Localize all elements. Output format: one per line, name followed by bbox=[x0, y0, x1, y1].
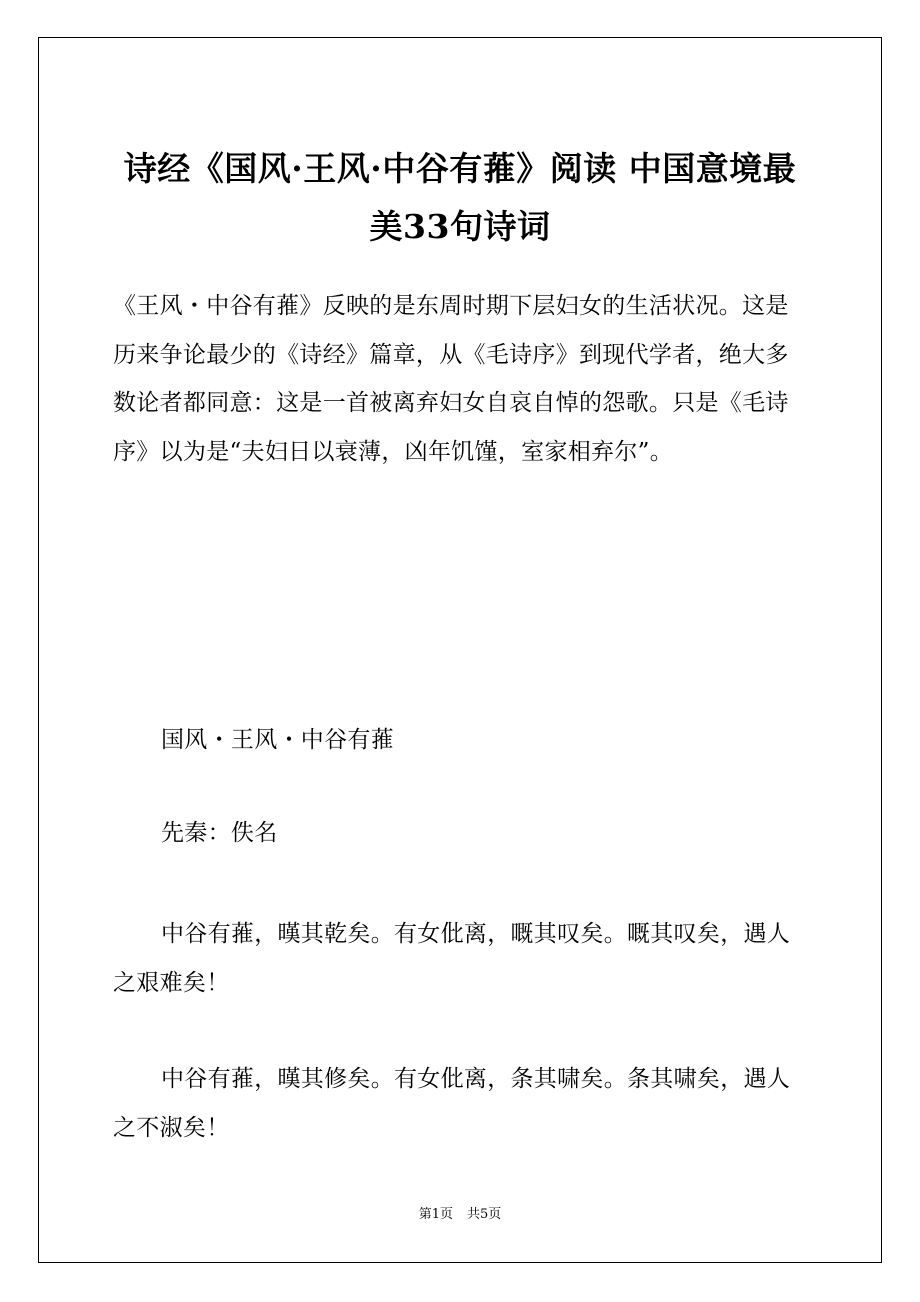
intro-paragraph: 《王风・中谷有蓷》反映的是东周时期下层妇女的生活状况。这是历来争论最少的《诗经》篇章，从《毛诗序》到现代学者，绝大多数论者都同意：这是一首被离弃妇女自哀自悼的怨歌。只是《毛诗序》以为是“夫妇日以衰薄，凶年饥馑，室家相弃尔”。 bbox=[113, 293, 789, 465]
poem-title: 国风・王风・中谷有蓷 bbox=[161, 727, 394, 753]
document-title: 诗经《国风·王风·中谷有蓷》阅读 中国意境最美33句诗词 bbox=[123, 149, 797, 246]
poem-stanza-1: 中谷有蓷，暵其乾矣。有女仳离，嘅其叹矣。嘅其叹矣，遇人之艰难矣！ bbox=[113, 921, 791, 996]
poem-author: 先秦：佚名 bbox=[161, 820, 278, 846]
page-footer bbox=[0, 1206, 920, 1224]
poem-stanza-2: 中谷有蓷，暵其修矣。有女仳离，条其啸矣。条其啸矣，遇人之不淑矣！ bbox=[113, 1066, 791, 1141]
page-total: 共5页 bbox=[467, 1207, 502, 1222]
page-number: 第1页 bbox=[418, 1207, 453, 1222]
